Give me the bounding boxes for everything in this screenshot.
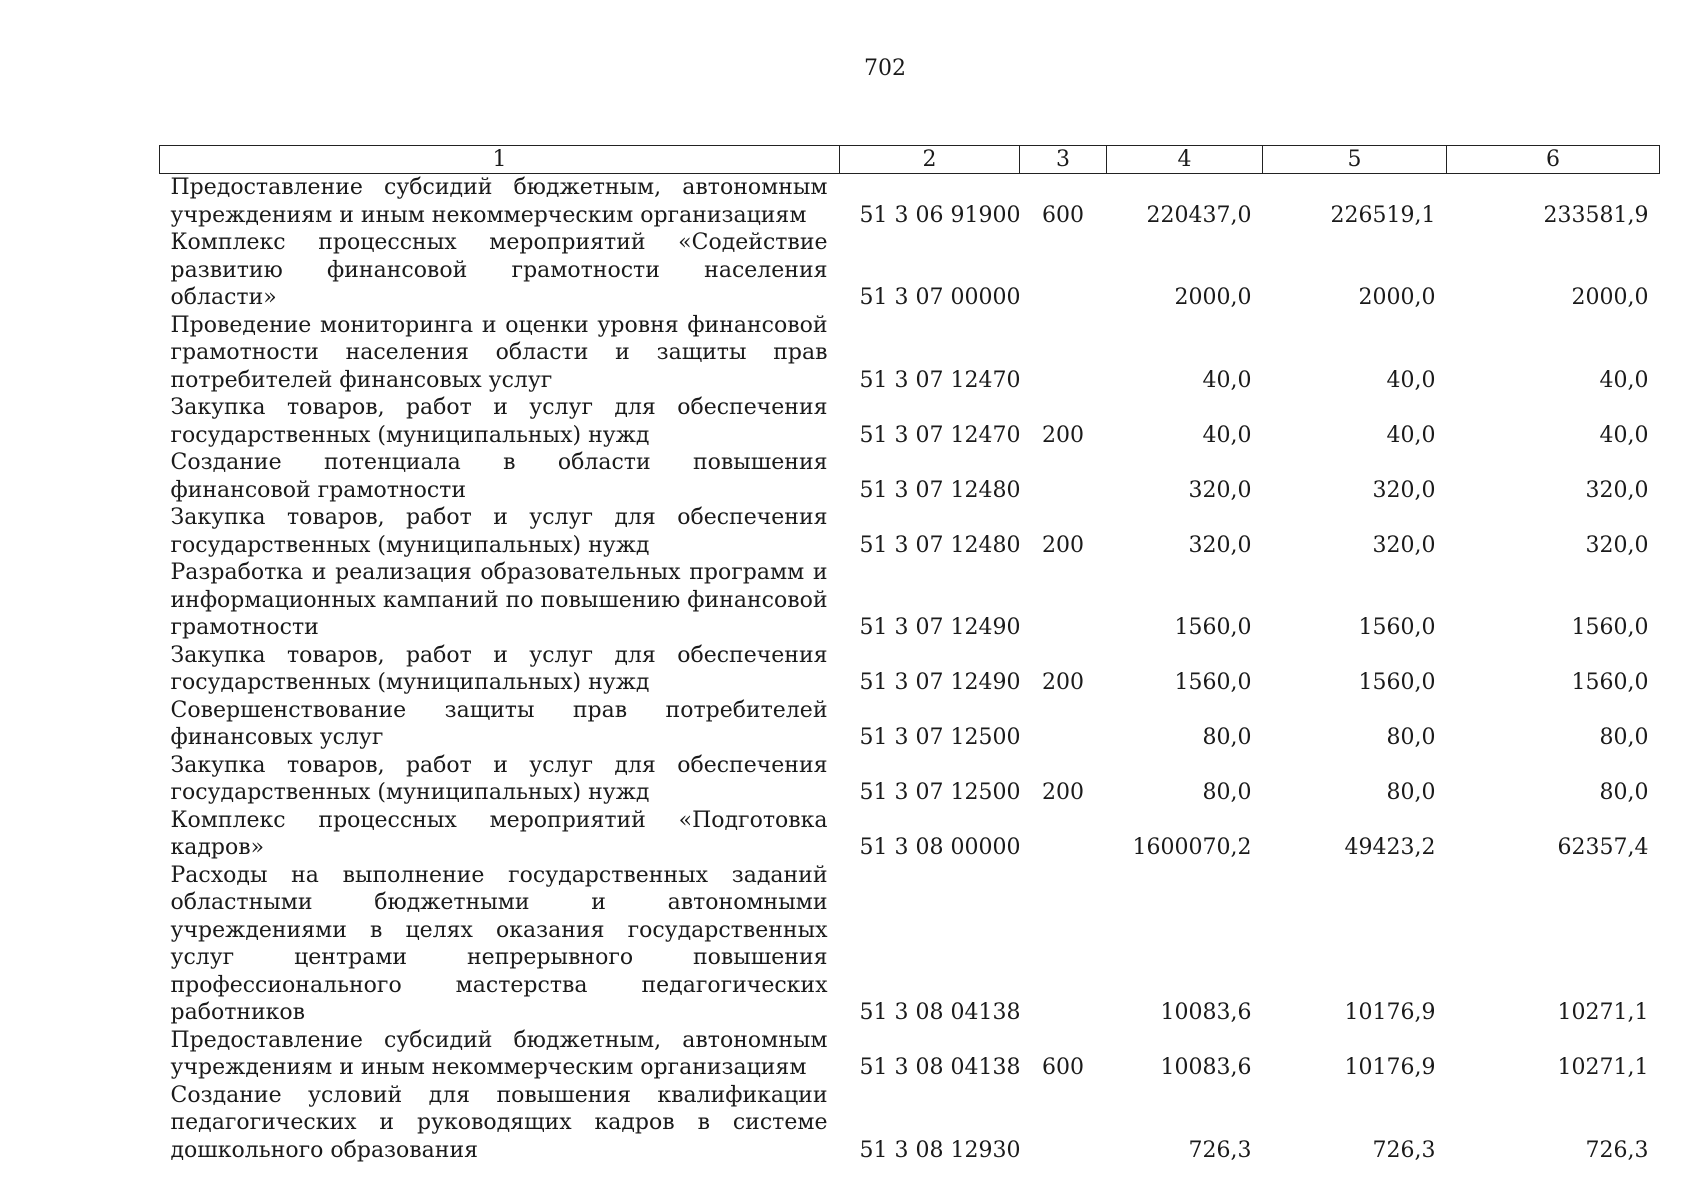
item-name: Расходы на выполнение государственных заданий областными бюджетными и автономными учреждениями в целях оказания государственных услуг центрами непрерывного повышения профессионального мастерства педагогических работников [170,862,828,1025]
amount-year-3: 40,0 [1599,367,1649,393]
amount-year-3: 10271,1 [1557,1055,1649,1080]
expense-type [1020,1082,1107,1165]
target-code: 51 3 07 12490 [859,670,1021,695]
item-name: Разработка и реализация образовательных программ и информационных кампаний по повышению финансовой грамотности [170,560,828,640]
item-name: Предоставление субсидий бюджетным, автономным учреждениям и иным некоммерческим организациям [170,175,828,228]
amount-year-2: 80,0 [1386,780,1436,805]
table-row [160,504,1660,559]
amount-year-3: 233581,9 [1543,202,1649,228]
amount-year-2: 226519,1 [1330,202,1436,228]
expense-type: 200 [1042,780,1084,805]
amount-year-1: 10083,6 [1160,1000,1252,1025]
amount-year-2: 40,0 [1386,422,1436,448]
amount-year-3: 726,3 [1585,1137,1649,1163]
table-row [160,807,1660,862]
expense-type [1020,807,1107,862]
amount-year-1: 1560,0 [1174,615,1252,640]
table-body [160,174,1660,1165]
amount-year-1: 220437,0 [1146,202,1252,228]
amount-year-2: 10176,9 [1344,1055,1436,1080]
amount-year-2: 320,0 [1372,532,1436,558]
item-name: Предоставление субсидий бюджетным, автономным учреждениям и иным некоммерческим организациям [170,1027,828,1080]
item-name: Комплекс процессных мероприятий «Содействие развитию финансовой грамотности населения области» [170,230,828,310]
page-number: 702 [864,56,906,81]
amount-year-1: 1600070,2 [1132,835,1252,860]
amount-year-2: 80,0 [1386,725,1436,750]
expense-type: 600 [1042,202,1084,228]
item-name: Совершенствование защиты прав потребителей финансовых услуг [170,697,828,750]
expense-type [1020,449,1107,504]
amount-year-1: 40,0 [1202,367,1252,393]
amount-year-2: 49423,2 [1344,835,1436,860]
table-row [160,1082,1660,1165]
amount-year-2: 726,3 [1372,1137,1436,1163]
amount-year-3: 1560,0 [1571,670,1649,695]
table-row [160,449,1660,504]
target-code: 51 3 07 12480 [859,477,1021,503]
amount-year-1: 10083,6 [1160,1055,1252,1080]
table-row [160,174,1660,230]
expense-type: 200 [1042,422,1084,448]
amount-year-3: 10271,1 [1557,1000,1649,1025]
amount-year-2: 1560,0 [1358,615,1436,640]
target-code: 51 3 08 12930 [859,1137,1021,1163]
item-name: Создание условий для повышения квалификации педагогических и руководящих кадров в системе дошкольного образования [170,1082,828,1163]
target-code: 51 3 07 12490 [859,615,1021,640]
table-row [160,862,1660,1027]
table-row [160,559,1660,642]
target-code: 51 3 07 12470 [859,367,1021,393]
expense-type: 200 [1042,670,1084,695]
column-header-4: 4 [1107,146,1263,174]
table-header [160,146,1660,174]
amount-year-1: 320,0 [1188,532,1252,558]
target-code: 51 3 07 12500 [859,725,1021,750]
target-code: 51 3 07 12480 [859,532,1021,558]
budget-table [159,145,1660,1164]
amount-year-3: 2000,0 [1571,285,1649,310]
item-name: Закупка товаров, работ и услуг для обеспечения государственных (муниципальных) нужд [170,505,828,558]
item-name: Создание потенциала в области повышения финансовой грамотности [170,450,828,503]
expense-type [1020,697,1107,752]
table-row [160,229,1660,312]
target-code: 51 3 07 00000 [859,285,1021,310]
amount-year-1: 80,0 [1202,780,1252,805]
amount-year-3: 320,0 [1585,477,1649,503]
item-name: Комплекс процессных мероприятий «Подготовка кадров» [170,807,828,860]
table-row [160,1027,1660,1082]
amount-year-1: 320,0 [1188,477,1252,503]
target-code: 51 3 08 04138 [859,1000,1021,1025]
target-code: 51 3 07 12470 [859,422,1021,448]
expense-type [1020,862,1107,1027]
amount-year-1: 40,0 [1202,422,1252,448]
amount-year-3: 80,0 [1599,725,1649,750]
amount-year-3: 40,0 [1599,422,1649,448]
item-name: Закупка товаров, работ и услуг для обеспечения государственных (муниципальных) нужд [170,642,828,695]
target-code: 51 3 07 12500 [859,780,1021,805]
item-name: Закупка товаров, работ и услуг для обеспечения государственных (муниципальных) нужд [170,752,828,805]
amount-year-1: 726,3 [1188,1137,1252,1163]
amount-year-1: 80,0 [1202,725,1252,750]
header-row [160,146,1660,174]
amount-year-3: 62357,4 [1557,835,1649,860]
expense-type [1020,312,1107,395]
expense-type: 600 [1042,1055,1084,1080]
expense-type [1020,229,1107,312]
amount-year-3: 320,0 [1585,532,1649,558]
column-header-6: 6 [1447,146,1660,174]
amount-year-2: 10176,9 [1344,1000,1436,1025]
amount-year-2: 1560,0 [1358,670,1436,695]
amount-year-2: 40,0 [1386,367,1436,393]
amount-year-2: 2000,0 [1358,285,1436,310]
amount-year-3: 1560,0 [1571,615,1649,640]
table-row [160,394,1660,449]
amount-year-2: 320,0 [1372,477,1436,503]
amount-year-1: 1560,0 [1174,670,1252,695]
target-code: 51 3 06 91900 [859,202,1021,228]
table-row [160,312,1660,395]
expense-type: 200 [1042,532,1084,558]
column-header-1: 1 [160,146,840,174]
table-row [160,642,1660,697]
amount-year-1: 2000,0 [1174,285,1252,310]
table-row [160,752,1660,807]
column-header-5: 5 [1263,146,1447,174]
amount-year-3: 80,0 [1599,780,1649,805]
column-header-3: 3 [1020,146,1107,174]
expense-type [1020,559,1107,642]
target-code: 51 3 08 00000 [859,835,1021,860]
item-name: Закупка товаров, работ и услуг для обеспечения государственных (муниципальных) нужд [170,395,828,448]
table-row [160,697,1660,752]
target-code: 51 3 08 04138 [859,1055,1021,1080]
item-name: Проведение мониторинга и оценки уровня финансовой грамотности населения области и защиты прав потребителей финансовых услуг [170,312,828,393]
column-header-2: 2 [840,146,1020,174]
